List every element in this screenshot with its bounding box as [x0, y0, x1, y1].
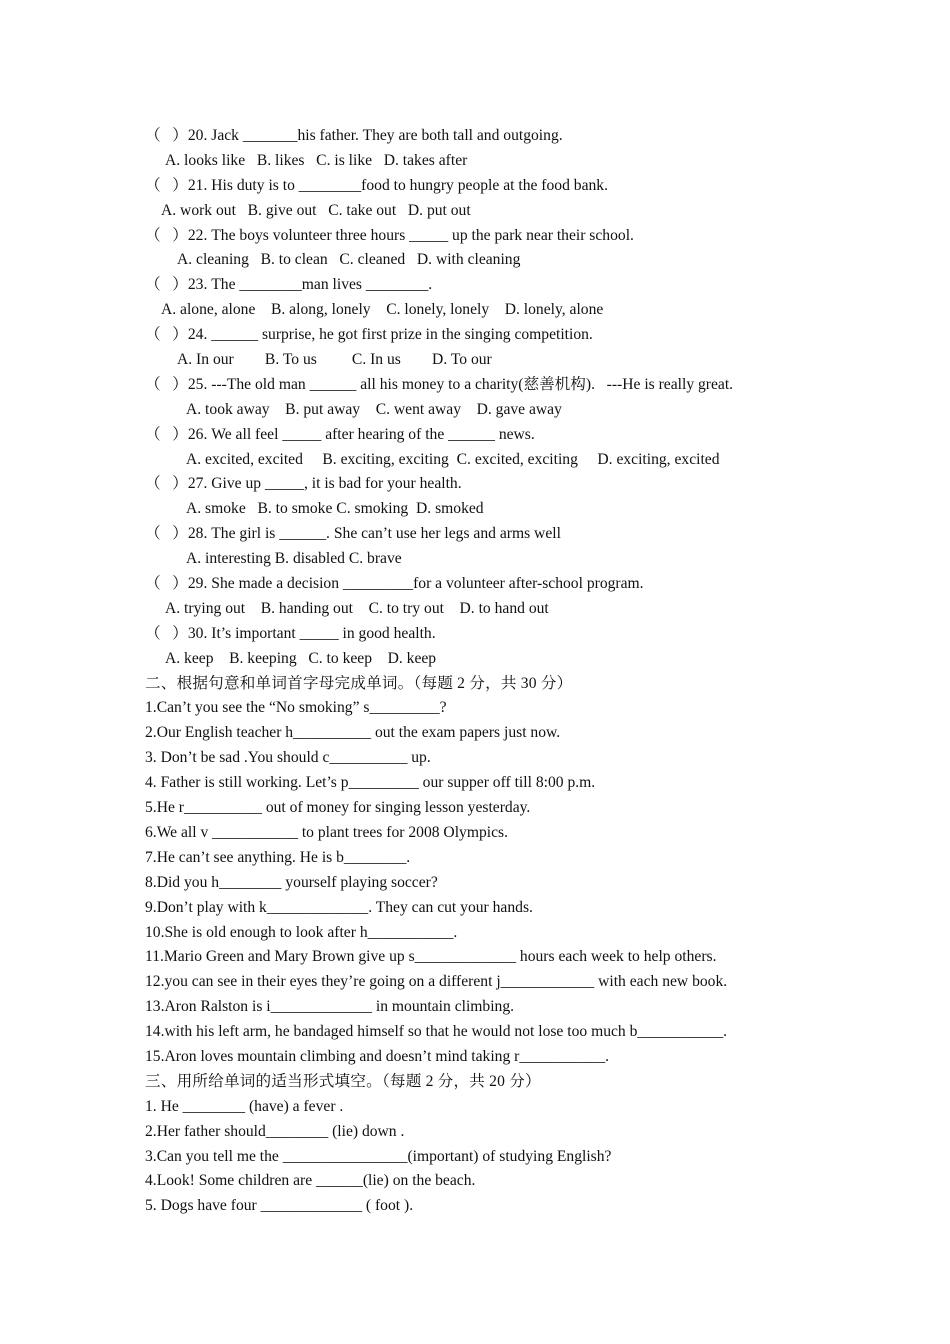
section-2-heading: 二、根据句意和单词首字母完成单词。（每题 2 分，共 30 分）	[145, 674, 573, 692]
options-21: A. work out B. give out C. take out D. put out	[161, 201, 471, 219]
section-2-item: 9.Don’t play with k_____________. They can cut your hands.	[145, 898, 533, 916]
options-20: A. looks like B. likes C. is like D. takes after	[165, 151, 468, 169]
section-2-item: 15.Aron loves mountain climbing and doesn’t mind taking r___________.	[145, 1047, 610, 1065]
options-29: A. trying out B. handing out C. to try out D. to hand out	[165, 599, 549, 617]
options-28: A. interesting B. disabled C. brave	[186, 550, 402, 568]
question-23: （ ）23. The ________man lives ________.	[145, 276, 433, 294]
section-2-item: 11.Mario Green and Mary Brown give up s_____________ hours each week to help others.	[145, 948, 717, 966]
section-2-item: 6.We all v ___________ to plant trees for 2008 Olympics.	[145, 823, 508, 841]
question-20: （ ）20. Jack _______his father. They are both tall and outgoing.	[145, 127, 563, 144]
question-22: （ ）22. The boys volunteer three hours _____ up the park near their school.	[145, 226, 634, 244]
section-2-item: 8.Did you h________ yourself playing soccer?	[145, 873, 438, 891]
section-3-item: 5. Dogs have four _____________ ( foot ).	[145, 1197, 414, 1215]
question-26: （ ）26. We all feel _____ after hearing of the ______ news.	[145, 425, 535, 443]
question-29: （ ）29. She made a decision _________for a volunteer after-school program.	[145, 575, 644, 593]
question-28: （ ）28. The girl is ______. She can’t use her legs and arms well	[145, 525, 561, 543]
section-2-item: 2.Our English teacher h__________ out the exam papers just now.	[145, 724, 561, 742]
options-30: A. keep B. keeping C. to keep D. keep	[165, 649, 437, 667]
options-24: A. In our B. To us C. In us D. To our	[177, 351, 492, 369]
section-2-item: 13.Aron Ralston is i_____________ in mountain climbing.	[145, 998, 515, 1016]
options-25: A. took away B. put away C. went away D. gave away	[186, 400, 562, 418]
section-3-item: 1. He ________ (have) a fever .	[145, 1097, 344, 1115]
section-3-item: 4.Look! Some children are ______(lie) on the beach.	[145, 1172, 476, 1190]
question-27: （ ）27. Give up _____, it is bad for your health.	[145, 475, 462, 493]
section-3-item: 2.Her father should________ (lie) down .	[145, 1122, 405, 1140]
section-2-item: 7.He can’t see anything. He is b________.	[145, 848, 411, 866]
section-2-item: 3. Don’t be sad .You should c__________ up.	[145, 749, 431, 767]
question-24: （ ）24. ______ surprise, he got first prize in the singing competition.	[145, 326, 593, 344]
section-2-item: 10.She is old enough to look after h___________.	[145, 923, 458, 941]
section-2-item: 12.you can see in their eyes they’re going on a different j____________ with each new book.	[145, 973, 728, 991]
section-2-item: 14.with his left arm, he bandaged himself so that he would not lose too much b___________.	[145, 1023, 728, 1041]
question-21: （ ）21. His duty is to ________food to hungry people at the food bank.	[145, 176, 609, 194]
section-2-item: 1.Can’t you see the “No smoking” s_________?	[145, 699, 447, 717]
worksheet-page	[0, 124, 950, 1219]
options-27: A. smoke B. to smoke C. smoking D. smoked	[186, 500, 484, 518]
options-22: A. cleaning B. to clean C. cleaned D. with cleaning	[177, 251, 521, 269]
question-25: （ ）25. ---The old man ______ all his money to a charity(慈善机构). ---He is really great.	[145, 375, 734, 393]
section-2-item: 5.He r__________ out of money for singing lesson yesterday.	[145, 799, 531, 817]
options-23: A. alone, alone B. along, lonely C. lonely, lonely D. lonely, alone	[161, 301, 604, 319]
section-2-item: 4. Father is still working. Let’s p_________ our supper off till 8:00 p.m.	[145, 774, 596, 792]
question-30: （ ）30. It’s important _____ in good health.	[145, 624, 436, 642]
section-3-heading: 三、用所给单词的适当形式填空。（每题 2 分，共 20 分）	[145, 1072, 541, 1090]
options-26: A. excited, excited B. exciting, exciting C. excited, exciting D. exciting, excited	[186, 450, 720, 468]
section-3-item: 3.Can you tell me the ________________(important) of studying English?	[145, 1147, 612, 1165]
